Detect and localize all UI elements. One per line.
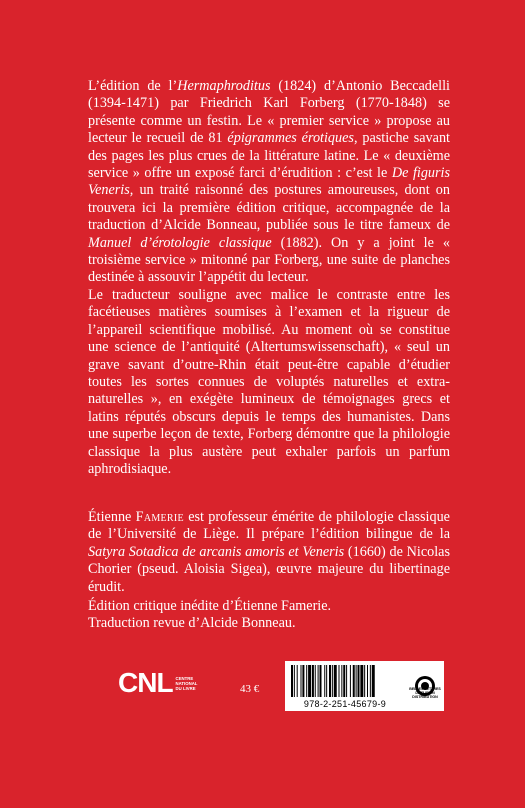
title-de-figuris: De figuris Veneris, [88,165,450,199]
barcode-bar [312,665,314,697]
bio-paragraph: Étienne Famerie est professeur émérite de philologie classique de l’Université de Liège. Il prépare l’édition bilingue de la Satyra Sotadica de arcanis amoris et Veneris (1660) de Nicolas Chorier (pseud. Aloisia Sigea), œuvre majeure du libertinage érudit. [88,509,450,595]
barcode-bar [364,665,365,697]
title-satyra: Satyra Sotadica de arcanis amoris et Veneris [88,543,345,560]
price-label: 43 € [240,683,260,695]
summary-paragraph-2: Le traducteur souligne avec malice le contraste entre les facétieuses matières soumises à l’examen et la rigueur de l’appareil scientifique mobilisé. Au moment où se constitue une science de l’antiquité (Altertumswissenschaft), « seul un grave savant d’outre-Rhin était peut-être capable d’étudier toutes les sortes connues de voluptés naturelles et extra-naturelles », en exégète lumineux de témoignages grecs et latins réputés obscurs depuis le temps des humanistes. Dans une superbe leçon de texte, Forberg démontre que la philologie classique la plus austère peut exhaler parfois un parfum aphrodisiaque. [88,286,450,477]
barcode-bar [343,665,345,697]
barcode-bar [315,665,316,697]
barcode-bar [291,665,293,697]
barcode-bar [372,665,375,697]
barcode-bar [332,665,333,697]
barcode-bar [334,665,337,697]
barcode-bar [367,665,368,697]
barcode-bar [370,665,371,697]
barcode-bar [346,665,347,697]
barcode-bar [339,665,340,697]
credits-line-2: Traduction revue d’Alcide Bonneau. [88,615,296,632]
barcode-bar [297,665,298,697]
credits-line-1: Édition critique inédite d’Étienne Famerie. [88,598,332,614]
isbn-number: 978-2-251-45679-9 [303,699,387,709]
barcode-bar [353,665,355,697]
barcode-bar [324,665,325,697]
title-hermaphroditus: Hermaphroditus [177,78,271,94]
barcode-bar [326,665,327,697]
barcode-bar [294,665,295,697]
barcode-bar [358,665,360,697]
publisher-logo-icon [410,665,440,707]
author-surname: Famerie [135,509,184,525]
barcode-bar [329,665,331,697]
edition-credits [88,598,450,633]
title-epigrammes: épigrammes érotiques [227,130,354,147]
author-bio [88,509,450,596]
barcode-bar [306,665,307,697]
barcode-icon [289,665,403,699]
cnl-logo [118,665,208,701]
book-summary [88,78,450,478]
title-manuel: Manuel d’érotologie classique [88,234,272,251]
cnl-logo-text: CENTRE NATIONAL DU LIVRE [175,675,198,691]
barcode-bar [341,665,342,697]
barcode-bar [318,665,319,697]
barcode-bar [308,665,311,697]
barcode-bar [356,665,357,697]
barcode-panel [285,661,444,711]
barcode-bar [360,665,363,697]
barcode-bar [320,665,322,697]
barcode-bar [301,665,302,697]
barcode-bar [302,665,304,697]
publisher-logo-text: BELLES LETTRES DIFFUSION DISTRIBUTION [409,687,441,700]
cnl-logo-mark: CNL [118,667,173,698]
summary-paragraph-1: L’édition de l’Hermaphroditus (1824) d’Antonio Beccadelli (1394-1471) par Friedrich Karl Forberg (1770-1848) se présente comme un festin. Le « premier service » propose au lecteur le recueil de 81 épigrammes érotiques, pastiche savant des pages les plus crues de la littérature latine. Le « deuxième service » offre un exposé farci d’érudition : c’est le De figuris Veneris, un traité raisonné des postures amoureuses, dont on trouvera ici la première édition critique, accompagnée de la traduction d’Alcide Bonneau, publiée sous le titre fameux de Manuel d’érotologie classique (1882). On y a joint le « troisième service » mitonné par Forberg, une suite de planches destinée à assouvir l’appétit du lecteur. [88,78,450,286]
barcode-bar [350,665,351,697]
